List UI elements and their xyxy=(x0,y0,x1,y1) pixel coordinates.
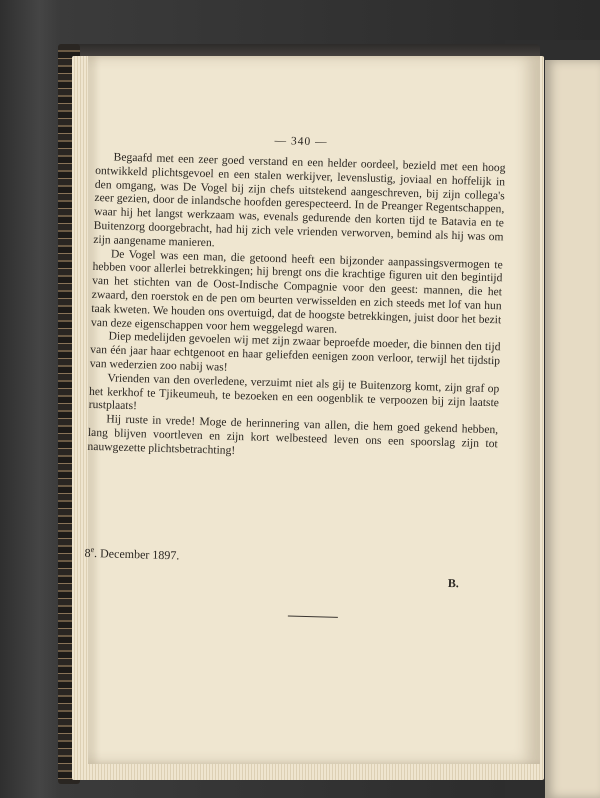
signature: B. xyxy=(447,575,460,591)
paragraph: De Vogel was een man, die getoond heeft een bijzonder aanpassingsvermogen te hebben voor allerlei betrekkingen; hij brengt ons die krachtige figuren uit den begintijd van het stichten van de Oost-Indische Compagnie voor den geest: mannen, die het zwaard, den roerstok en de pen om beurten verwisselden en zich steeds met lof van hun taak kweten. We houden ons overtuigd, dat de hoogste betrekkingen, juist door het bezit van deze eigenschappen voor hem weggelegd waren. xyxy=(90,246,503,336)
paragraph: Hij ruste in vrede! Moge de herinnering van allen, die hem goed gekend hebben, lang blijven voortleven en zijn kort welbesteed leven ons een spoorslag zijn tot nauwgezette plichtsbetrachting! xyxy=(87,412,499,457)
paragraph: Diep medelijden gevoelen wij met zijn zwaar beproefde moeder, die binnen den tijd van één jaar haar echtgenoot en haar geliefden eenigen zoon verloor, terwijl het tijdstip van wederzien zoo nabij was! xyxy=(89,329,501,374)
paragraph: Vrienden van den overledene, verzuimt niet als gij te Buitenzorg komt, zijn graf op het kerkhof te Tjikeumeuh, te bezoeken en een oogenblik te verpoozen bij zijn laatste rustplaats! xyxy=(88,371,500,413)
facing-page-edge xyxy=(545,60,600,798)
date-month-year: . December 1897. xyxy=(93,546,180,563)
date-day: 8 xyxy=(84,545,91,560)
paragraph: Begaafd met een zeer goed verstand en een helder oordeel, bezield met een hoog ontwikkeld plichtsgevoel en een stalen werkijver, levenslustig, joviaal en hoffelijk in den omgang, was De Vogel bij zijn chefs uitstekend aangeschreven, bij zijn collega's zeer gezien, door de inlandsche hoofden gerespecteerd. In de Preanger Regentschappen, waar hij het langst werkzaam was, evenals gedurende den korten tijd te Batavia en te Buitenzorg doorgebracht, had hij zich vele vrienden verworven, bemind als hij was om zijn aangename manieren. xyxy=(93,150,506,250)
date-ordinal: e xyxy=(90,544,95,555)
body-text xyxy=(87,150,505,465)
page-number: — 340 — xyxy=(274,134,328,149)
